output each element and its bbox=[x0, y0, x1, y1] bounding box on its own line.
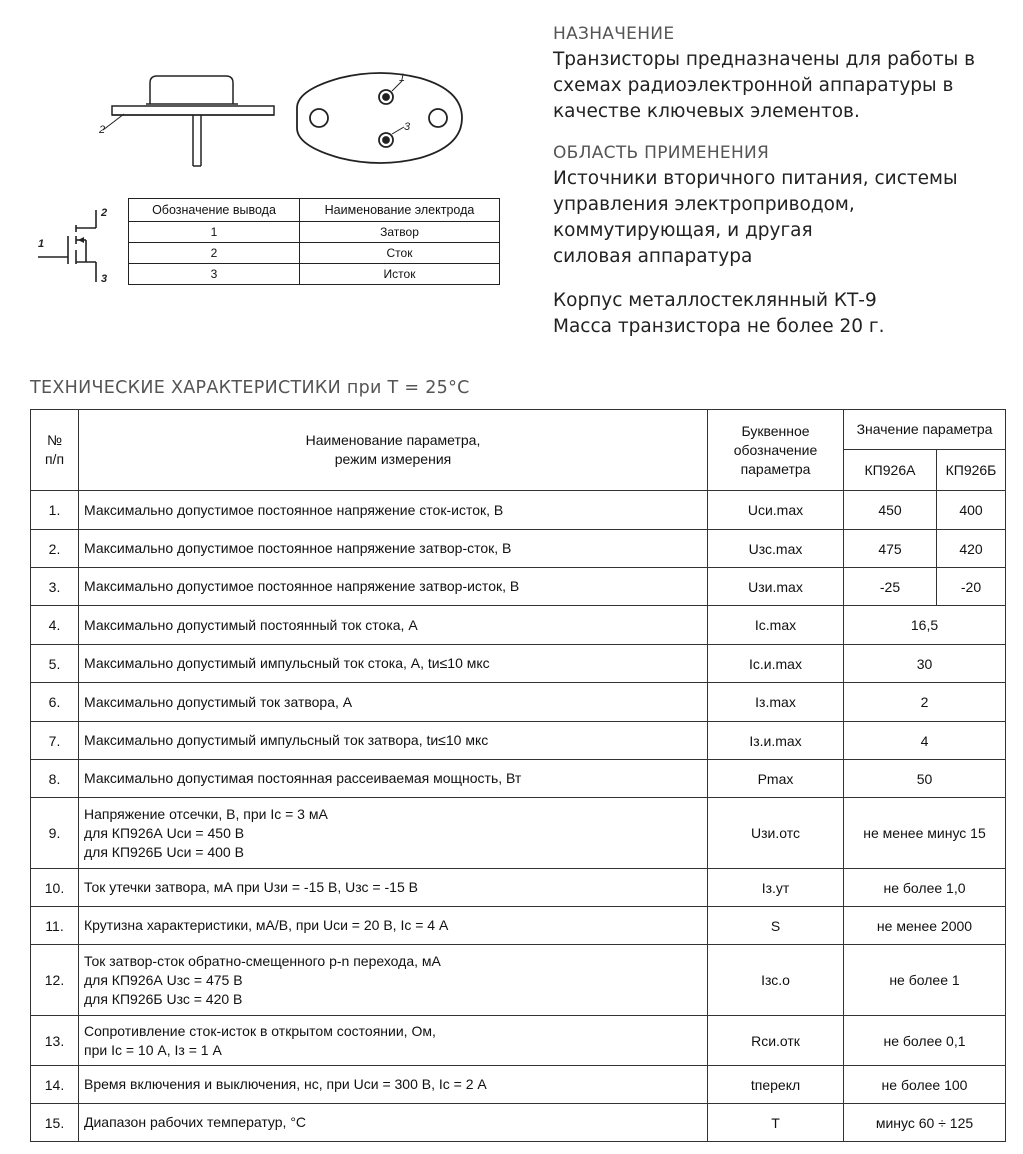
table-row bbox=[31, 1066, 1006, 1104]
row-value: не менее 2000 bbox=[844, 907, 1006, 945]
header-parameter: Наименование параметра, режим измерения bbox=[79, 410, 708, 491]
row-parameter: Максимально допустимый ток затвора, А bbox=[79, 683, 708, 722]
row-symbol: Iзс.о bbox=[708, 945, 844, 1016]
row-value: 4 bbox=[844, 722, 1006, 760]
row-value-a: 475 bbox=[844, 530, 937, 568]
package-text bbox=[553, 288, 884, 340]
table-row bbox=[31, 1104, 1006, 1142]
pin-table bbox=[128, 198, 500, 285]
pin-header-number: Обозначение вывода bbox=[129, 199, 300, 222]
purpose-text bbox=[553, 47, 975, 125]
header-number: № п/п bbox=[31, 410, 79, 491]
characteristics-table bbox=[30, 409, 1006, 1142]
package-line: Корпус металлостеклянный КТ-9 bbox=[553, 290, 877, 311]
header-symbol: Буквенное обозначение параметра bbox=[708, 410, 844, 491]
symbol-drain-label: 2 bbox=[101, 207, 108, 219]
table-row bbox=[31, 722, 1006, 760]
purpose-line: Транзисторы предназначены для работы в bbox=[553, 49, 976, 70]
row-value: 2 bbox=[844, 683, 1006, 722]
mosfet-arrow-icon bbox=[78, 237, 84, 243]
application-line: силовая аппаратура bbox=[553, 246, 753, 267]
row-parameter: Максимально допустимое постоянное напряжение затвор-сток, В bbox=[79, 530, 708, 568]
table-row bbox=[31, 1016, 1006, 1066]
row-value: не более 0,1 bbox=[844, 1016, 1006, 1066]
row-parameter: Ток утечки затвора, мА при Uзи = -15 В, Uзс = -15 В bbox=[79, 869, 708, 907]
row-number: 10. bbox=[31, 869, 79, 907]
row-parameter: Крутизна характеристики, мА/В, при Uси = 20 В, Iс = 4 А bbox=[79, 907, 708, 945]
top-view-pin3-label: 3 bbox=[404, 121, 411, 133]
row-value-b: 400 bbox=[937, 491, 1006, 530]
row-symbol: Uзс.max bbox=[708, 530, 844, 568]
row-symbol: S bbox=[708, 907, 844, 945]
row-symbol: T bbox=[708, 1104, 844, 1142]
purpose-heading: НАЗНАЧЕНИЕ bbox=[553, 24, 675, 44]
row-number: 6. bbox=[31, 683, 79, 722]
row-parameter: Ток затвор-сток обратно-смещенного p-n перехода, мА для КП926А Uзс = 475 В для КП926Б Uзс = 420 В bbox=[79, 945, 708, 1016]
purpose-line: качестве ключевых элементов. bbox=[553, 101, 860, 122]
tech-characteristics-heading: ТЕХНИЧЕСКИЕ ХАРАКТЕРИСТИКИ при Т = 25°С bbox=[30, 378, 470, 398]
pin-electrode: Сток bbox=[300, 243, 500, 264]
row-symbol: Iс.max bbox=[708, 606, 844, 645]
table-row bbox=[31, 798, 1006, 869]
row-value-a: -25 bbox=[844, 568, 937, 606]
row-value: не менее минус 15 bbox=[844, 798, 1006, 869]
top-view-pin1-label: 1 bbox=[399, 72, 406, 84]
package-line: Масса транзистора не более 20 г. bbox=[553, 316, 885, 337]
row-value: не более 1,0 bbox=[844, 869, 1006, 907]
application-line: Источники вторичного питания, системы bbox=[553, 168, 958, 189]
table-row bbox=[31, 530, 1006, 568]
table-row bbox=[31, 568, 1006, 606]
row-number: 15. bbox=[31, 1104, 79, 1142]
row-number: 8. bbox=[31, 760, 79, 798]
row-parameter: Время включения и выключения, нс, при Uси = 300 В, Iс = 2 А bbox=[79, 1066, 708, 1104]
row-number: 5. bbox=[31, 645, 79, 683]
side-view-drawing bbox=[103, 76, 274, 166]
row-parameter: Максимально допустимый постоянный ток стока, А bbox=[79, 606, 708, 645]
pin-electrode: Затвор bbox=[300, 222, 500, 243]
row-number: 2. bbox=[31, 530, 79, 568]
pin-table-row bbox=[129, 243, 500, 264]
pin-table-header bbox=[129, 199, 500, 222]
table-row bbox=[31, 869, 1006, 907]
row-number: 9. bbox=[31, 798, 79, 869]
row-number: 1. bbox=[31, 491, 79, 530]
row-parameter: Максимально допустимое постоянное напряжение затвор-исток, В bbox=[79, 568, 708, 606]
row-parameter: Сопротивление сток-исток в открытом состоянии, Ом, при Iс = 10 А, Iз = 1 А bbox=[79, 1016, 708, 1066]
row-symbol: Iз.и.max bbox=[708, 722, 844, 760]
table-header-row bbox=[31, 410, 1006, 450]
row-number: 12. bbox=[31, 945, 79, 1016]
application-text bbox=[553, 166, 958, 270]
header-value: Значение параметра bbox=[844, 410, 1006, 450]
table-row bbox=[31, 907, 1006, 945]
row-symbol: Uзи.отс bbox=[708, 798, 844, 869]
row-value: минус 60 ÷ 125 bbox=[844, 1104, 1006, 1142]
row-parameter: Максимально допустимый импульсный ток затвора, tи≤10 мкс bbox=[79, 722, 708, 760]
row-symbol: tперекл bbox=[708, 1066, 844, 1104]
row-symbol: Rси.отк bbox=[708, 1016, 844, 1066]
pin-number: 2 bbox=[129, 243, 300, 264]
row-number: 7. bbox=[31, 722, 79, 760]
row-number: 14. bbox=[31, 1066, 79, 1104]
symbol-gate-label: 1 bbox=[38, 238, 45, 250]
side-view-label: 2 bbox=[99, 124, 106, 136]
table-row bbox=[31, 491, 1006, 530]
row-symbol: Iс.и.max bbox=[708, 645, 844, 683]
row-symbol: Iз.max bbox=[708, 683, 844, 722]
row-value-a: 450 bbox=[844, 491, 937, 530]
row-parameter: Максимально допустимый импульсный ток стока, А, tи≤10 мкс bbox=[79, 645, 708, 683]
row-value: 50 bbox=[844, 760, 1006, 798]
row-symbol: Iз.ут bbox=[708, 869, 844, 907]
row-parameter: Максимально допустимая постоянная рассеиваемая мощность, Вт bbox=[79, 760, 708, 798]
table-row bbox=[31, 945, 1006, 1016]
table-row bbox=[31, 606, 1006, 645]
row-number: 3. bbox=[31, 568, 79, 606]
row-number: 4. bbox=[31, 606, 79, 645]
top-view-drawing bbox=[297, 73, 462, 163]
row-symbol: Uзи.max bbox=[708, 568, 844, 606]
application-line: управления электроприводом, bbox=[553, 194, 855, 215]
header-type-a: КП926А bbox=[844, 450, 937, 491]
row-value-b: 420 bbox=[937, 530, 1006, 568]
row-value-b: -20 bbox=[937, 568, 1006, 606]
pin-table-row bbox=[129, 222, 500, 243]
pin-number: 3 bbox=[129, 264, 300, 285]
purpose-line: схемах радиоэлектронной аппаратуры в bbox=[553, 75, 954, 96]
pin-header-electrode: Наименование электрода bbox=[300, 199, 500, 222]
table-row bbox=[31, 760, 1006, 798]
table-row bbox=[31, 683, 1006, 722]
row-value: 30 bbox=[844, 645, 1006, 683]
application-heading: ОБЛАСТЬ ПРИМЕНЕНИЯ bbox=[553, 143, 770, 163]
pin-number: 1 bbox=[129, 222, 300, 243]
pin-table-row bbox=[129, 264, 500, 285]
row-number: 13. bbox=[31, 1016, 79, 1066]
row-symbol: Uси.max bbox=[708, 491, 844, 530]
application-line: коммутирующая, и другая bbox=[553, 220, 813, 241]
row-symbol: Pmax bbox=[708, 760, 844, 798]
row-parameter: Напряжение отсечки, В, при Iс = 3 мА для КП926А Uси = 450 В для КП926Б Uси = 400 В bbox=[79, 798, 708, 869]
row-parameter: Максимально допустимое постоянное напряжение сток-исток, В bbox=[79, 491, 708, 530]
row-value: 16,5 bbox=[844, 606, 1006, 645]
row-value: не более 100 bbox=[844, 1066, 1006, 1104]
row-parameter: Диапазон рабочих температур, °С bbox=[79, 1104, 708, 1142]
header-type-b: КП926Б bbox=[937, 450, 1006, 491]
mosfet-symbol bbox=[38, 210, 96, 282]
symbol-source-label: 3 bbox=[101, 273, 108, 285]
table-row bbox=[31, 645, 1006, 683]
pin-electrode: Исток bbox=[300, 264, 500, 285]
row-number: 11. bbox=[31, 907, 79, 945]
row-value: не более 1 bbox=[844, 945, 1006, 1016]
